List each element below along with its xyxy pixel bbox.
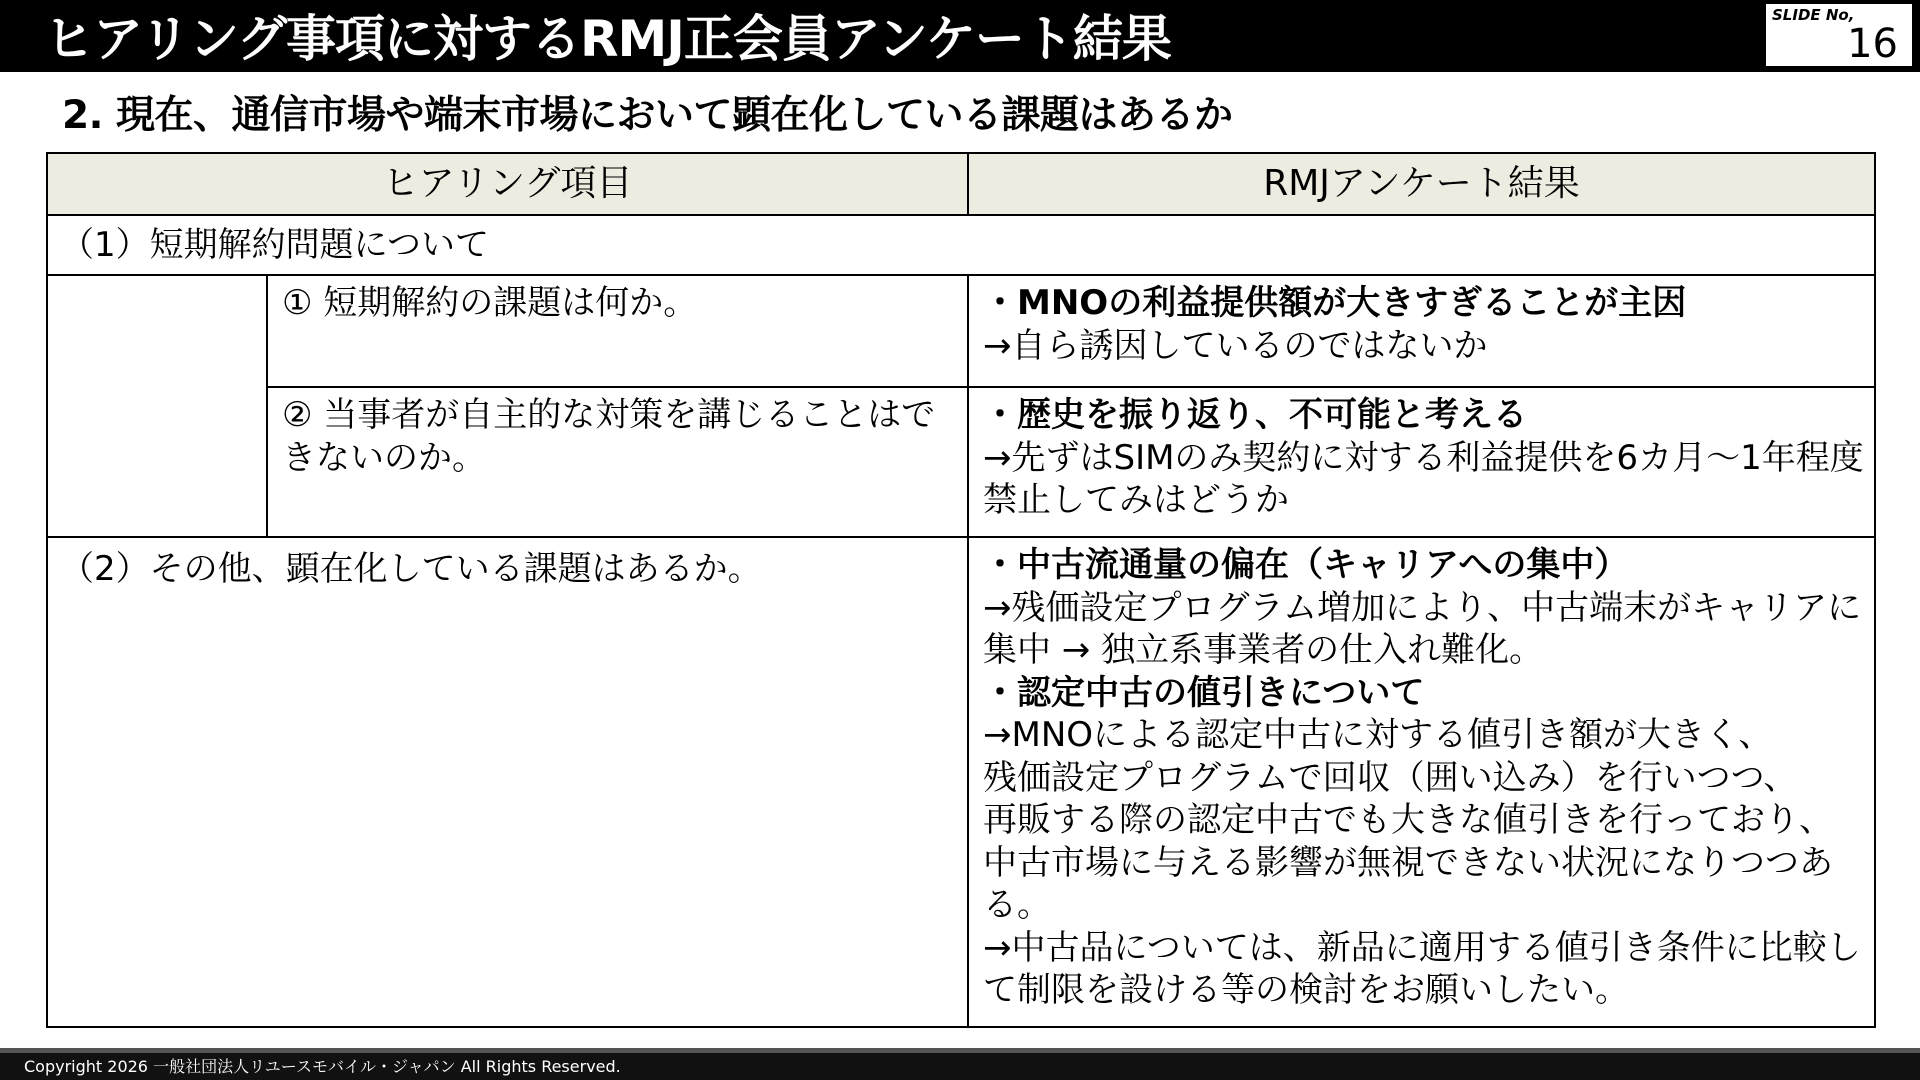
slide-title: ヒアリング事項に対するRMJ正会員アンケート結果 (44, 10, 1171, 68)
slide-number-box (1765, 3, 1913, 67)
table-row (47, 275, 1875, 387)
answer-text: 中古市場に与える影響が無視できない状況になりつつある。 (983, 842, 1833, 925)
slide-number: 16 (1847, 21, 1898, 67)
answer-cell (968, 275, 1875, 387)
question-text: ① 短期解約の課題は何か。 (282, 283, 698, 323)
question-cell (267, 275, 968, 387)
section1-label: （1）短期解約問題について (47, 215, 1875, 275)
answer-heading: ・中古流通量の偏在（キャリアへの集中） (983, 545, 1629, 585)
column-header-survey-result: RMJアンケート結果 (968, 153, 1875, 215)
answer-text: →中古品については、新品に適用する値引き条件に比較して制限を設ける等の検討をお願いしたい。 (983, 927, 1861, 1010)
table-row (47, 387, 1875, 537)
answer-text: 残価設定プログラムで回収（囲い込み）を行いつつ、 (983, 757, 1798, 798)
answer-text: →先ずはSIMのみ契約に対する利益提供を6カ月～1年程度禁止してみはどうか (983, 437, 1864, 520)
section1-row (47, 215, 1875, 275)
section-subtitle: 2. 現在、通信市場や端末市場において顕在化している課題はあるか (62, 93, 1233, 138)
answer-cell (968, 537, 1875, 1027)
table-row (47, 537, 1875, 1027)
question-text: ② 当事者が自主的な対策を講じることはできないのか。 (282, 395, 936, 478)
hearing-results-table (46, 152, 1876, 1028)
answer-text: →残価設定プログラム増加により、中古端末がキャリアに集中 → 独立系事業者の仕入れ難化。 (983, 587, 1862, 670)
question-cell (267, 387, 968, 537)
column-header-hearing-item: ヒアリング項目 (47, 153, 968, 215)
answer-text: →MNOによる認定中古に対する値引き額が大きく、 (983, 715, 1773, 755)
copyright-text: Copyright 2026 一般社団法人リユースモバイル・ジャパン All Rights Reserved. (24, 1057, 621, 1076)
answer-heading: ・認定中古の値引きについて (983, 672, 1425, 713)
answer-heading: ・MNOの利益提供額が大きすぎることが主因 (983, 283, 1687, 323)
answer-text: 再販する際の認定中古でも大きな値引きを行っており、 (983, 800, 1833, 840)
slide-number-label: SLIDE No, (1772, 6, 1855, 24)
section2-label (47, 537, 968, 1027)
section2-label-text: （2）その他、顕在化している課題はあるか。 (60, 549, 762, 589)
answer-cell (968, 387, 1875, 537)
section1-indent-cell (47, 275, 267, 537)
footer-divider (0, 1048, 1920, 1053)
table-header-row (47, 153, 1875, 215)
answer-heading: ・歴史を振り返り、不可能と考える (983, 395, 1527, 435)
answer-text: →自ら誘因しているのではないか (983, 325, 1488, 366)
